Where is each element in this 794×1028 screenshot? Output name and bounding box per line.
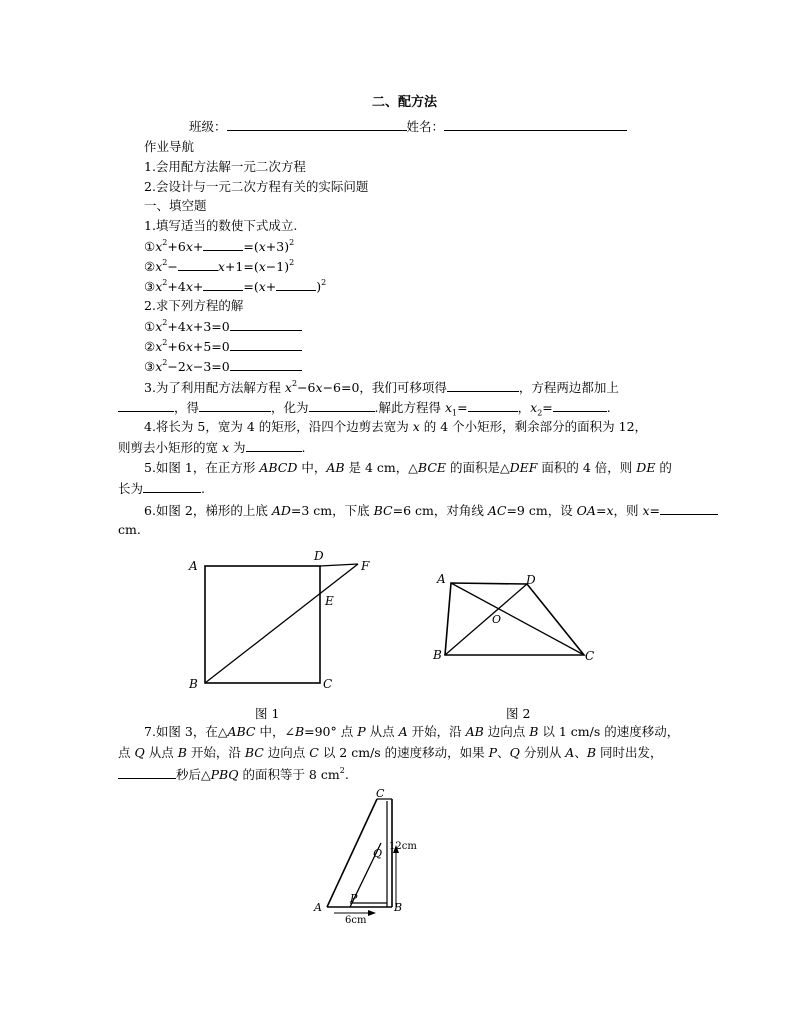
section-heading: 一、填空题 [144,198,207,213]
diagonal-bd [445,584,527,655]
q5-line-2: 长为 . [118,481,205,496]
label-a: A [314,901,322,914]
figure-1 [180,548,380,698]
q7-line-2: 点 Q 从点 B 开始，沿 BC 边向点 C 以 2 cm/s 的速度移动，如果 P、Q 分别从 A、B 同时出发， [118,745,663,760]
blank[interactable] [118,766,176,779]
label-a: A [189,559,198,573]
label-d: D [314,549,324,563]
blank[interactable] [199,399,271,412]
q1-prompt: 1.填写适当的数使下式成立. [144,218,298,233]
blank[interactable] [447,379,519,392]
class-field[interactable] [227,118,407,131]
class-label: 班级： [189,119,227,134]
q7-line-3: 秒后△PBQ 的面积等于 8 $cm^2$. [118,766,349,783]
blank[interactable] [118,399,174,412]
page-title: 二、配方法 [372,95,438,110]
label-d: D [526,573,536,587]
label-f: F [361,559,370,573]
q1-item-c: $③x^2+4x+ =(x+ )^2$ [144,278,327,294]
header-row [189,118,627,135]
q3-line-2: ，得 ，化为 .解此方程得 $x_1=$ ，$x_2=$ . [118,399,611,422]
q7-line-1: 7.如图 3，在△ABC 中，∠B=90° 点 P 从点 A 开始，沿 AB 边向点 B 以 1 cm/s 的速度移动， [144,724,680,739]
blank[interactable] [230,358,302,371]
label-o: O [492,613,502,626]
blank[interactable] [468,399,518,412]
label-e: E [325,594,334,608]
label-c: C [585,649,595,663]
label-p: P [350,892,358,905]
figure-3 [310,785,430,925]
q2-item-b: $②x^2+6x+5=0$ [144,338,302,355]
hypotenuse-ac [327,799,377,907]
q5-line-1: 5.如图 1，在正方形 ABCD 中，AB 是 4 cm，△BCE 的面积是△DEF 面积的 4 倍，则 DE 的 [144,460,672,475]
blank[interactable] [246,439,302,452]
label-b: B [433,648,442,662]
blank[interactable] [553,399,607,412]
q1-item-b: $②x^2- x+1=(x-1)^2$ [144,258,295,274]
figure-2-caption: 图 2 [506,706,531,721]
q4-line-2: 则剪去小矩形的宽 x 为 . [118,440,306,455]
blank[interactable] [276,278,316,291]
name-label: 姓名： [406,119,445,134]
blank[interactable] [230,318,302,331]
figure-2 [425,565,605,675]
blank[interactable] [178,258,218,271]
q1-item-a: $①x^2+6x+ =(x+3)^2$ [144,238,295,254]
q3-line-1: 3.为了利用配方法解方程 $x^2-6x-6=0$，我们可移项得 ，方程两边都加上 [144,379,619,395]
label-b: B [189,677,198,691]
segment-df [320,564,358,566]
figure-1-caption: 图 1 [255,706,280,721]
blank[interactable] [203,278,243,291]
q6-line-2: cm. [118,522,141,537]
blank[interactable] [143,480,201,493]
q2-prompt: 2.求下列方程的解 [144,298,244,313]
label-12cm: 12cm [389,841,417,852]
label-a: A [437,572,446,586]
label-q: Q [373,847,383,860]
guide-item-1: 1.会用配方法解一元二次方程 [144,159,306,174]
blank[interactable] [660,502,718,515]
label-6cm: 6cm [345,915,367,926]
guide-heading: 作业导航 [144,139,195,154]
q6-line-1: 6.如图 2，梯形的上底 AD=3 cm，下底 BC=6 cm，对角线 AC=9 cm，设 OA=x，则 x= [144,502,718,519]
q2-item-a: $①x^2+4x+3=0$ [144,318,302,335]
guide-item-2: 2.会设计与一元二次方程有关的实际问题 [144,179,369,194]
blank[interactable] [230,338,302,351]
name-field[interactable] [444,118,627,131]
q4-line-1: 4.将长为 5，宽为 4 的矩形，沿四个边剪去宽为 x 的 4 个小矩形，剩余部分的面积为 12， [144,419,648,434]
label-c: C [376,787,385,800]
diagonal-ac [451,583,584,655]
square-abcd [205,566,320,683]
label-c: C [323,677,333,691]
label-b: B [394,901,403,914]
blank[interactable] [309,399,375,412]
q2-item-c: $③x^2-2x-3=0$ [144,358,302,375]
segment-bf [205,564,358,683]
blank[interactable] [203,238,243,251]
arrow-head-right [368,910,376,916]
